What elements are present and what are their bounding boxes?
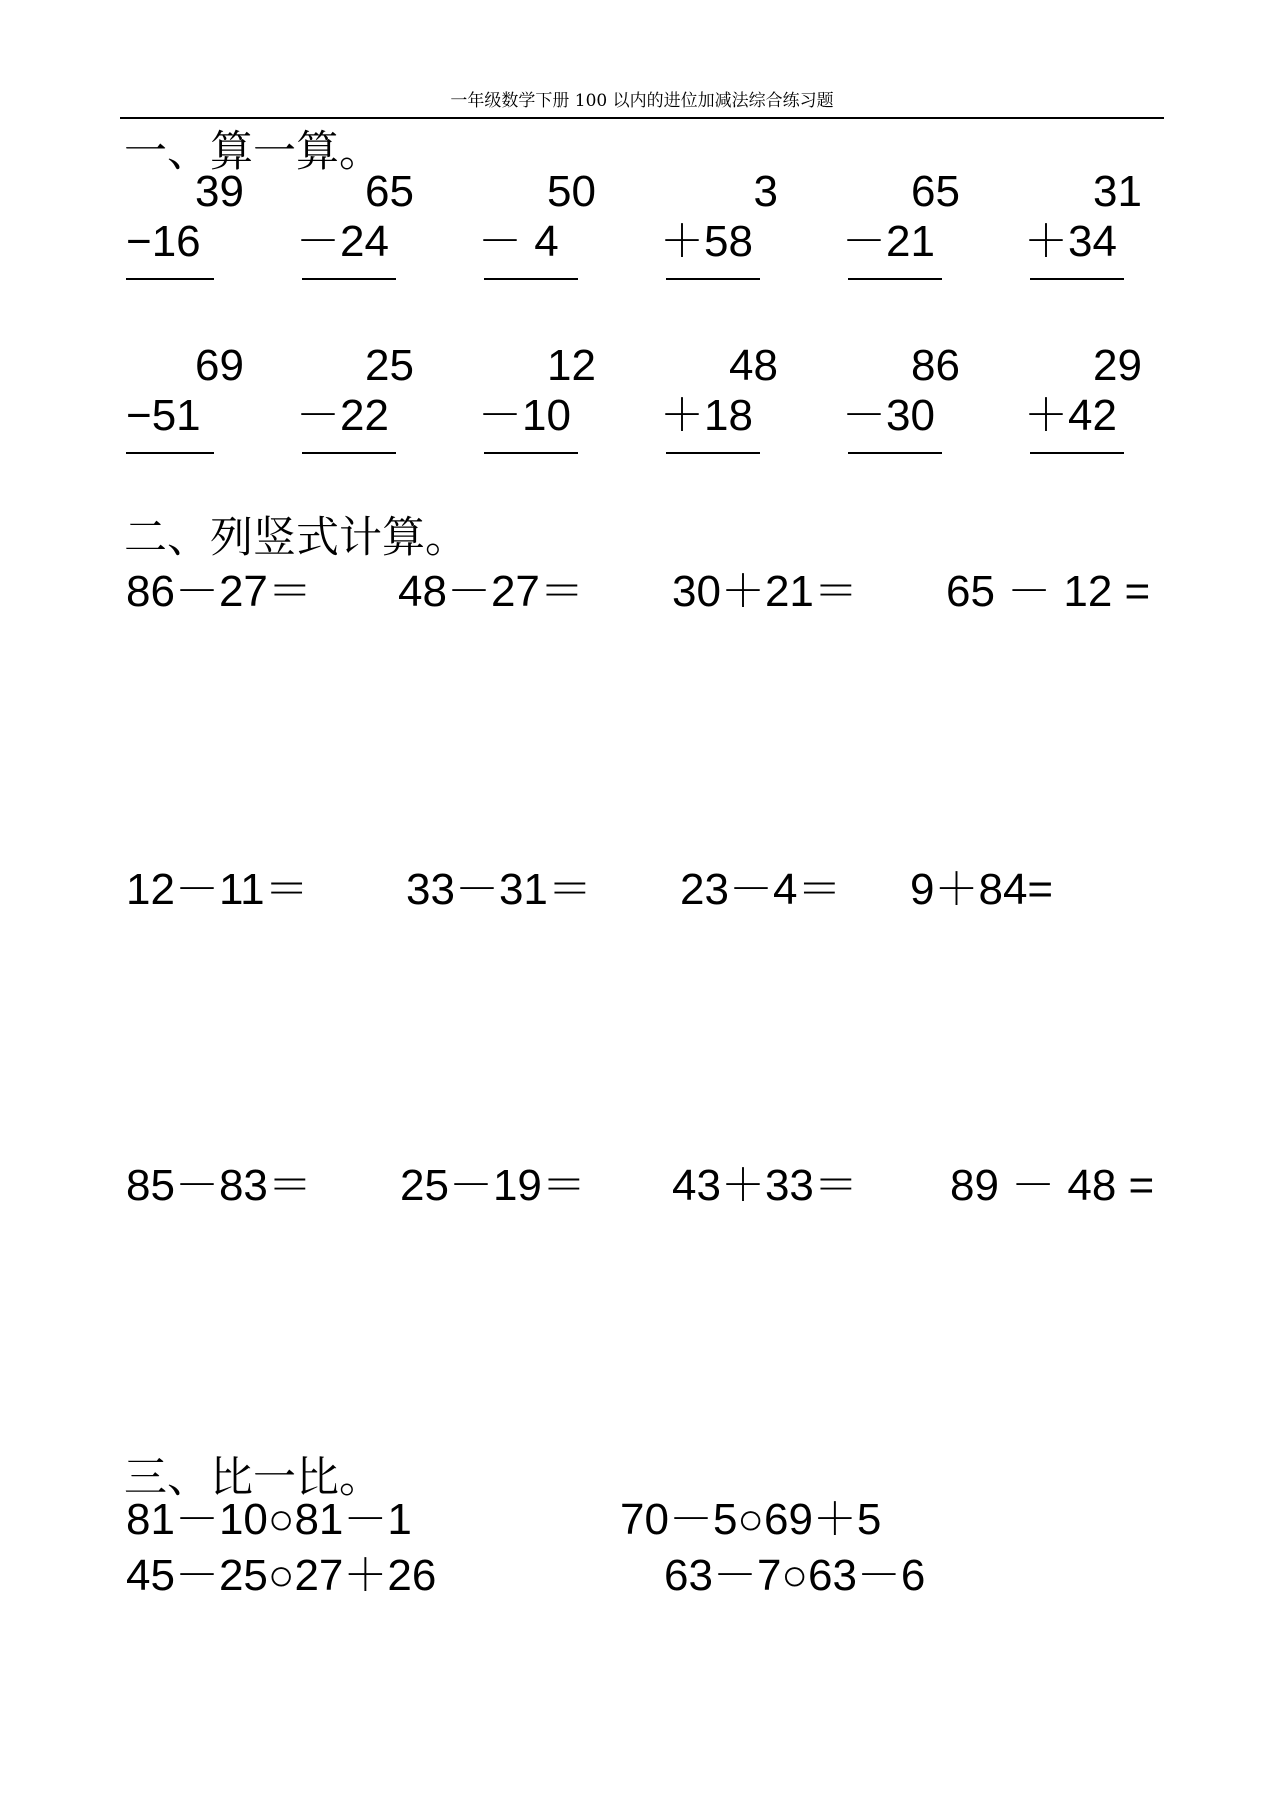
equation: 43＋33＝ bbox=[672, 1161, 858, 1210]
answer-line bbox=[302, 278, 396, 280]
problem-top-number: 29 bbox=[1093, 341, 1142, 390]
vertical-problem bbox=[660, 166, 780, 296]
problem-top-number: 65 bbox=[911, 167, 960, 216]
equation: 23－4＝ bbox=[680, 865, 842, 914]
equation: 12－11＝ bbox=[126, 865, 309, 914]
equation: 9＋84= bbox=[910, 865, 1054, 914]
equation: 33－31＝ bbox=[406, 865, 592, 914]
problem-bottom-number: −51 bbox=[126, 391, 201, 440]
vertical-problem bbox=[842, 166, 962, 296]
problem-bottom-number: －22 bbox=[296, 391, 389, 440]
answer-line bbox=[666, 452, 760, 454]
vertical-problem bbox=[296, 340, 416, 470]
problem-bottom-number: －21 bbox=[842, 217, 935, 266]
answer-line bbox=[1030, 278, 1124, 280]
vertical-problem bbox=[126, 340, 246, 470]
header-title: 一年级数学下册 100 以内的进位加减法综合练习题 bbox=[450, 91, 834, 111]
problem-bottom-number: −16 bbox=[126, 217, 201, 266]
problem-bottom-number: －10 bbox=[478, 391, 571, 440]
problem-bottom-number: －30 bbox=[842, 391, 935, 440]
problem-top-number: 31 bbox=[1093, 167, 1142, 216]
equation: 30＋21＝ bbox=[672, 567, 858, 616]
section1-title: 一、算一算。 bbox=[124, 127, 382, 177]
problem-top-number: 65 bbox=[365, 167, 414, 216]
answer-line bbox=[126, 278, 214, 280]
vertical-problem bbox=[660, 340, 780, 470]
vertical-problem bbox=[842, 340, 962, 470]
answer-line bbox=[302, 452, 396, 454]
comparison-problem: 81－10○81－1 bbox=[126, 1495, 412, 1544]
vertical-problem bbox=[296, 166, 416, 296]
section2-title: 二、列竖式计算。 bbox=[124, 513, 468, 563]
problem-bottom-number: ＋34 bbox=[1024, 217, 1117, 266]
vertical-problem bbox=[126, 166, 246, 296]
problem-bottom-number: － 4 bbox=[478, 217, 559, 266]
vertical-problem bbox=[478, 166, 598, 296]
problem-top-number: 12 bbox=[547, 341, 596, 390]
equation: 86－27＝ bbox=[126, 567, 312, 616]
equation: 25－19＝ bbox=[400, 1161, 586, 1210]
problem-top-number: 48 bbox=[729, 341, 778, 390]
problem-top-number: 50 bbox=[547, 167, 596, 216]
problem-top-number: 86 bbox=[911, 341, 960, 390]
vertical-problem bbox=[478, 340, 598, 470]
answer-line bbox=[484, 452, 578, 454]
problem-top-number: 69 bbox=[195, 341, 244, 390]
answer-line bbox=[666, 278, 760, 280]
problem-top-number: 25 bbox=[365, 341, 414, 390]
answer-line bbox=[1030, 452, 1124, 454]
comparison-problem: 63－7○63－6 bbox=[664, 1551, 926, 1600]
problem-top-number: 3 bbox=[753, 167, 778, 216]
problem-bottom-number: －24 bbox=[296, 217, 389, 266]
answer-line bbox=[126, 452, 214, 454]
answer-line bbox=[484, 278, 578, 280]
comparison-problem: 45－25○27＋26 bbox=[126, 1551, 437, 1600]
vertical-problem bbox=[1024, 166, 1144, 296]
comparison-problem: 70－5○69＋5 bbox=[620, 1495, 882, 1544]
problem-top-number: 39 bbox=[195, 167, 244, 216]
problem-bottom-number: ＋58 bbox=[660, 217, 753, 266]
equation: 65 － 12 = bbox=[946, 567, 1151, 616]
answer-line bbox=[848, 452, 942, 454]
vertical-problem bbox=[1024, 340, 1144, 470]
problem-bottom-number: ＋42 bbox=[1024, 391, 1117, 440]
equation: 48－27＝ bbox=[398, 567, 584, 616]
problem-bottom-number: ＋18 bbox=[660, 391, 753, 440]
equation: 85－83＝ bbox=[126, 1161, 312, 1210]
header-divider bbox=[120, 117, 1164, 119]
equation: 89 － 48 = bbox=[950, 1161, 1155, 1210]
section3-title: 三、比一比。 bbox=[124, 1453, 382, 1503]
answer-line bbox=[848, 278, 942, 280]
